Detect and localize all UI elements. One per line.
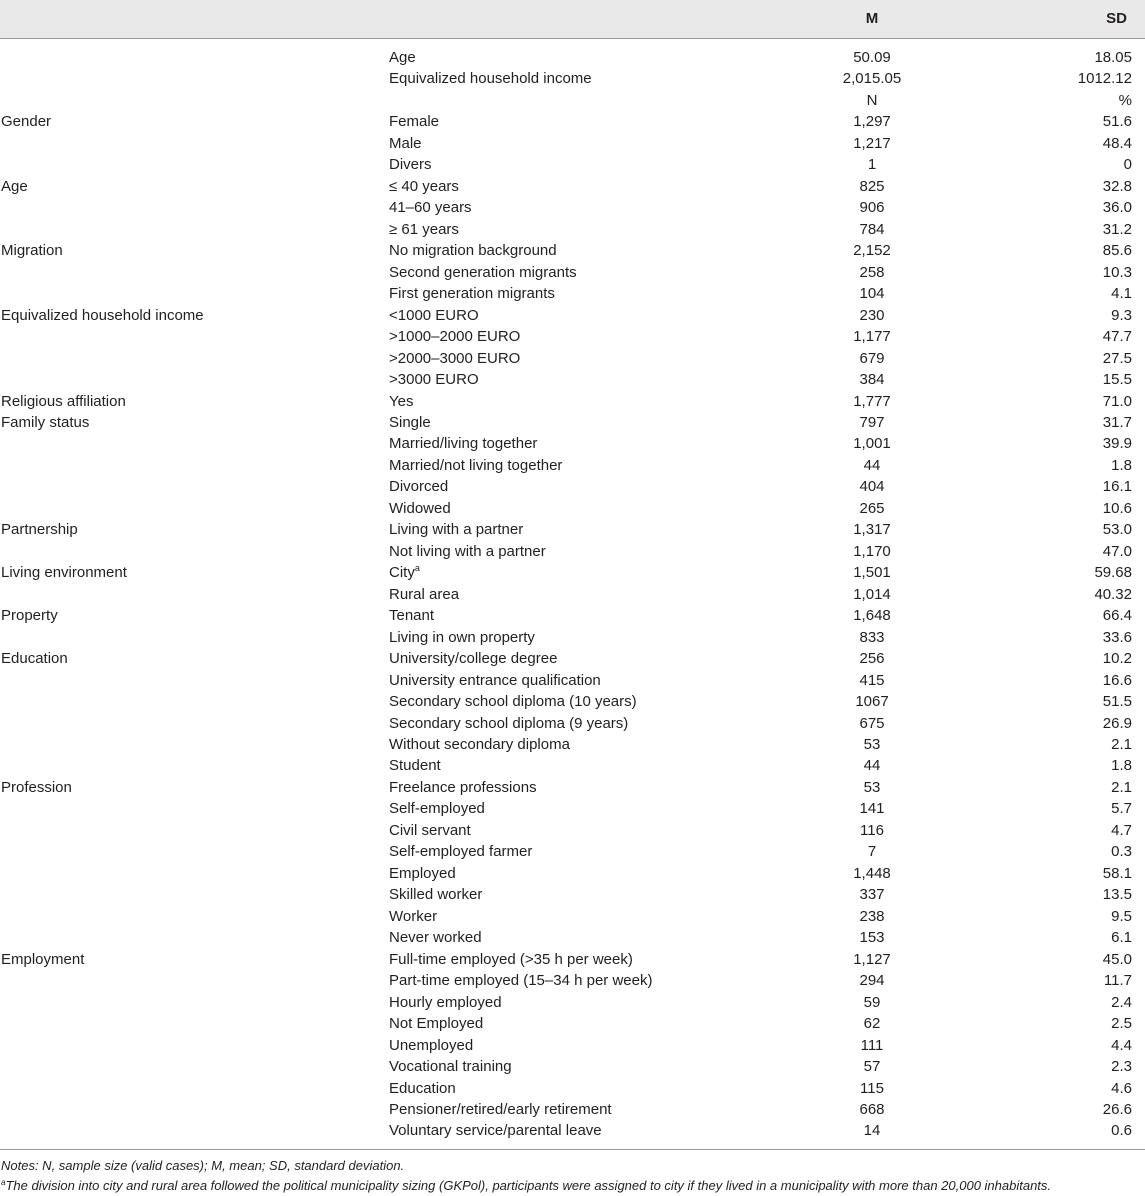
row-item: ≤ 40 years <box>389 177 459 195</box>
table-row <box>0 1013 1145 1034</box>
row-item: >3000 EURO <box>389 371 479 389</box>
row-sd-value: 2.5 <box>1111 1015 1132 1033</box>
row-m-value: 1,127 <box>853 950 891 968</box>
row-sd-value: 48.4 <box>1102 134 1132 152</box>
table-row <box>0 734 1145 755</box>
row-m-value: 53 <box>863 736 881 753</box>
table-row <box>0 713 1145 734</box>
row-item: Secondary school diploma (10 years) <box>389 693 637 711</box>
header-sd: SD <box>1106 10 1127 27</box>
table-row <box>0 884 1145 905</box>
row-sd-value: 33.6 <box>1102 628 1132 646</box>
row-category: Gender <box>1 113 52 131</box>
table-row <box>0 1120 1145 1141</box>
table-row <box>0 326 1145 347</box>
row-sd-value: 47.7 <box>1102 328 1132 346</box>
row-sd-value: 1.8 <box>1111 757 1132 775</box>
footnote-marker: a <box>1 1178 6 1187</box>
row-sd-value: 31.7 <box>1102 413 1132 431</box>
table-row <box>0 305 1145 326</box>
table-header <box>0 0 1145 39</box>
table-row <box>0 798 1145 819</box>
table-row <box>0 949 1145 970</box>
row-item: ≥ 61 years <box>389 220 459 238</box>
header-m: M <box>865 10 879 27</box>
row-sd-value: 32.8 <box>1102 177 1132 195</box>
row-m-value: 668 <box>859 1100 885 1118</box>
row-item: Age <box>389 49 416 66</box>
row-item: Pensioner/retired/early retirement <box>389 1100 612 1118</box>
row-item: Living in own property <box>389 628 535 646</box>
row-m-value: 14 <box>863 1122 881 1140</box>
row-sd-value: 16.1 <box>1102 478 1132 496</box>
row-item: University entrance qualification <box>389 671 601 689</box>
row-m-value: 258 <box>859 263 885 281</box>
row-m-value: 44 <box>863 757 881 775</box>
row-m-value: 675 <box>859 714 885 732</box>
row-item: Rural area <box>389 585 460 603</box>
table-row <box>0 755 1145 776</box>
table-row <box>0 498 1145 519</box>
row-sd-value: 9.5 <box>1111 907 1132 925</box>
table-row <box>0 927 1145 948</box>
row-m-value: N <box>866 91 878 109</box>
row-sd-value: 4.4 <box>1111 1036 1132 1054</box>
row-m-value: 1,217 <box>853 134 891 152</box>
row-m-value: 256 <box>859 650 885 668</box>
row-sd-value: 26.9 <box>1102 714 1132 732</box>
row-m-value: 50.09 <box>853 49 891 66</box>
row-sd-value: 39.9 <box>1102 435 1132 453</box>
row-m-value: 1 <box>867 156 877 174</box>
table-row <box>0 777 1145 798</box>
row-category: Equivalized household income <box>1 306 204 324</box>
row-sd-value: 58.1 <box>1102 864 1132 882</box>
row-category: Age <box>1 177 28 195</box>
table-row <box>0 90 1145 111</box>
table-row <box>0 111 1145 132</box>
row-m-value: 2,152 <box>853 242 891 260</box>
row-m-value: 1,014 <box>853 585 891 603</box>
row-m-value: 797 <box>859 413 885 431</box>
row-sd-value: 2.4 <box>1111 993 1132 1011</box>
table-row <box>0 863 1145 884</box>
row-sd-value: 15.5 <box>1102 371 1132 389</box>
row-sd-value: 66.4 <box>1102 607 1132 625</box>
row-item: Male <box>389 134 422 152</box>
row-item: Worker <box>389 907 438 925</box>
row-item: Hourly employed <box>389 993 502 1011</box>
row-item: Self-employed farmer <box>389 843 533 861</box>
row-item: Widowed <box>389 499 451 517</box>
row-item: Education <box>389 1079 456 1097</box>
table-note: Notes: N, sample size (valid cases); M, mean; SD, standard deviation. <box>1 1158 405 1173</box>
row-sd-value: 4.6 <box>1111 1079 1132 1097</box>
row-category: Living environment <box>1 564 127 582</box>
row-item: Vocational training <box>389 1058 512 1076</box>
row-m-value: 1,777 <box>853 392 891 410</box>
row-sd-value: 31.2 <box>1102 220 1132 238</box>
table-row <box>0 348 1145 369</box>
table-row <box>0 841 1145 862</box>
row-sd-value: 27.5 <box>1102 349 1132 367</box>
row-item: University/college degree <box>389 650 558 668</box>
row-m-value: 1,177 <box>853 328 891 346</box>
row-m-value: 116 <box>860 821 884 839</box>
table-row <box>0 433 1145 454</box>
row-item: Second generation migrants <box>389 263 577 281</box>
row-m-value: 906 <box>859 199 885 217</box>
row-item: >2000–3000 EURO <box>389 349 521 367</box>
row-sd-value: % <box>1118 91 1132 109</box>
row-sd-value: 18.05 <box>1094 49 1132 66</box>
row-sd-value: 4.1 <box>1111 285 1132 303</box>
row-sd-value: 5.7 <box>1111 800 1132 818</box>
row-item: Equivalized household income <box>389 70 592 88</box>
row-sd-value: 16.6 <box>1102 671 1132 689</box>
row-item: Freelance professions <box>389 778 537 796</box>
row-sd-value: 11.7 <box>1103 972 1132 990</box>
footnote-text: The division into city and rural area followed the political municipality sizing (GKPol), participants were assigned to city if they lived in a municipality with more than 20,000 inhabitants. <box>5 1178 1052 1193</box>
table-row <box>0 541 1145 562</box>
row-sd-value: 26.6 <box>1102 1100 1132 1118</box>
row-sd-value: 2.3 <box>1111 1058 1132 1076</box>
row-sd-value: 6.1 <box>1111 929 1132 947</box>
row-m-value: 337 <box>859 886 885 904</box>
row-item: Employed <box>389 864 456 882</box>
row-sd-value: 9.3 <box>1111 306 1132 324</box>
table-row <box>0 584 1145 605</box>
row-m-value: 1,317 <box>853 521 891 539</box>
table-row <box>0 240 1145 261</box>
row-item: Civil servant <box>389 821 471 839</box>
row-item: Skilled worker <box>389 886 483 904</box>
row-category: Profession <box>1 778 72 796</box>
row-m-value: 415 <box>859 671 885 689</box>
row-category: Employment <box>1 950 85 968</box>
row-m-value: 238 <box>859 907 885 925</box>
table-row <box>0 176 1145 197</box>
row-sd-value: 1012.12 <box>1077 70 1132 88</box>
row-m-value: 111 <box>860 1036 884 1054</box>
row-m-value: 44 <box>863 456 881 474</box>
table-row <box>0 68 1145 89</box>
row-item: 41–60 years <box>389 199 472 217</box>
row-item <box>389 562 420 583</box>
row-sd-value: 10.3 <box>1102 263 1132 281</box>
row-m-value: 784 <box>859 220 885 238</box>
row-m-value: 104 <box>859 285 885 303</box>
row-m-value: 2,015.05 <box>842 70 902 88</box>
row-m-value: 833 <box>859 628 885 646</box>
row-item: Yes <box>389 392 414 410</box>
table-row <box>0 47 1145 68</box>
row-m-value: 141 <box>859 800 885 818</box>
row-m-value: 384 <box>859 371 885 389</box>
row-category: Partnership <box>1 521 78 539</box>
table-row <box>0 605 1145 626</box>
row-m-value: 265 <box>859 499 885 517</box>
footnote-marker: a <box>414 563 420 574</box>
row-item: Student <box>389 757 441 775</box>
table-row <box>0 627 1145 648</box>
table-row <box>0 691 1145 712</box>
row-m-value: 1,170 <box>853 542 891 560</box>
row-sd-value: 0.3 <box>1111 843 1132 861</box>
row-category: Property <box>1 607 58 625</box>
row-sd-value: 51.6 <box>1102 113 1132 131</box>
table-row <box>0 455 1145 476</box>
row-item-text: City <box>389 564 415 582</box>
row-item: No migration background <box>389 242 557 260</box>
row-sd-value: 2.1 <box>1111 736 1132 753</box>
row-category: Family status <box>1 413 90 431</box>
table-row <box>0 820 1145 841</box>
row-sd-value: 85.6 <box>1102 242 1132 260</box>
table-row <box>0 648 1145 669</box>
row-sd-value: 53.0 <box>1102 521 1132 539</box>
row-m-value: 230 <box>859 306 885 324</box>
table-row <box>0 1056 1145 1077</box>
row-m-value: 1,648 <box>853 607 891 625</box>
table-row <box>0 154 1145 175</box>
row-m-value: 1,001 <box>853 435 891 453</box>
row-m-value: 59 <box>863 993 881 1011</box>
row-item: Unemployed <box>389 1036 474 1054</box>
row-m-value: 153 <box>859 929 885 947</box>
row-sd-value: 45.0 <box>1102 950 1132 968</box>
row-item: Single <box>389 413 431 431</box>
table-row <box>0 670 1145 691</box>
row-m-value: 62 <box>863 1015 881 1033</box>
table-row <box>0 369 1145 390</box>
row-item: Tenant <box>389 607 435 625</box>
row-category: Religious affiliation <box>1 392 126 410</box>
table-row <box>0 283 1145 304</box>
row-sd-value: 71.0 <box>1102 392 1132 410</box>
row-sd-value: 1.8 <box>1111 456 1132 474</box>
table-row <box>0 197 1145 218</box>
row-m-value: 1,501 <box>853 564 891 582</box>
row-m-value: 825 <box>859 177 885 195</box>
row-sd-value: 47.0 <box>1102 542 1132 560</box>
row-item: Female <box>389 113 440 131</box>
table-bottom-rule <box>0 1149 1145 1150</box>
table-row <box>0 992 1145 1013</box>
row-item: >1000–2000 EURO <box>389 328 521 346</box>
table-row <box>0 519 1145 540</box>
row-item: Married/living together <box>389 435 538 453</box>
row-m-value: 1,297 <box>853 113 891 131</box>
table-row <box>0 391 1145 412</box>
table-row <box>0 970 1145 991</box>
row-m-value: 294 <box>859 972 885 990</box>
row-sd-value: 51.5 <box>1102 693 1132 711</box>
row-item: Married/not living together <box>389 456 563 474</box>
row-sd-value: 36.0 <box>1102 199 1132 217</box>
row-sd-value: 0 <box>1123 156 1132 174</box>
table-body <box>0 47 1145 1142</box>
table-row <box>0 562 1145 583</box>
table-row <box>0 1035 1145 1056</box>
row-m-value: 1,448 <box>853 864 891 882</box>
row-sd-value: 4.7 <box>1111 821 1132 839</box>
row-m-value: 7 <box>867 843 877 861</box>
row-sd-value: 0.6 <box>1111 1122 1132 1140</box>
row-item: Never worked <box>389 929 482 947</box>
table-row <box>0 906 1145 927</box>
row-sd-value: 59.68 <box>1094 564 1132 582</box>
row-sd-value: 13.5 <box>1102 886 1132 904</box>
row-m-value: 679 <box>859 349 885 367</box>
table-row <box>0 1078 1145 1099</box>
table-row <box>0 1099 1145 1120</box>
table-row <box>0 219 1145 240</box>
table-row <box>0 476 1145 497</box>
row-sd-value: 10.6 <box>1102 499 1132 517</box>
row-m-value: 404 <box>859 478 885 496</box>
row-item: Divorced <box>389 478 449 496</box>
row-item: Part-time employed (15–34 h per week) <box>389 972 653 990</box>
row-item: Not Employed <box>389 1015 484 1033</box>
row-sd-value: 10.2 <box>1102 650 1132 668</box>
row-item: <1000 EURO <box>389 306 479 324</box>
table-footnote <box>1 1177 1051 1195</box>
row-m-value: 53 <box>863 778 881 796</box>
row-item: Secondary school diploma (9 years) <box>389 714 629 732</box>
table-row <box>0 262 1145 283</box>
row-item: Self-employed <box>389 800 485 818</box>
row-sd-value: 2.1 <box>1111 778 1132 796</box>
table-row <box>0 133 1145 154</box>
row-category: Education <box>1 650 68 668</box>
row-m-value: 1067 <box>855 693 889 711</box>
row-m-value: 57 <box>863 1058 881 1076</box>
table-row <box>0 412 1145 433</box>
row-m-value: 115 <box>860 1079 884 1097</box>
row-item: First generation migrants <box>389 285 555 303</box>
row-item: Not living with a partner <box>389 542 546 560</box>
row-item: Full-time employed (>35 h per week) <box>389 950 633 968</box>
row-item: Divers <box>389 156 432 174</box>
row-item: Without secondary diploma <box>389 736 570 753</box>
row-item: Voluntary service/parental leave <box>389 1122 602 1140</box>
row-item: Living with a partner <box>389 521 524 539</box>
row-category: Migration <box>1 242 63 260</box>
row-sd-value: 40.32 <box>1094 585 1132 603</box>
